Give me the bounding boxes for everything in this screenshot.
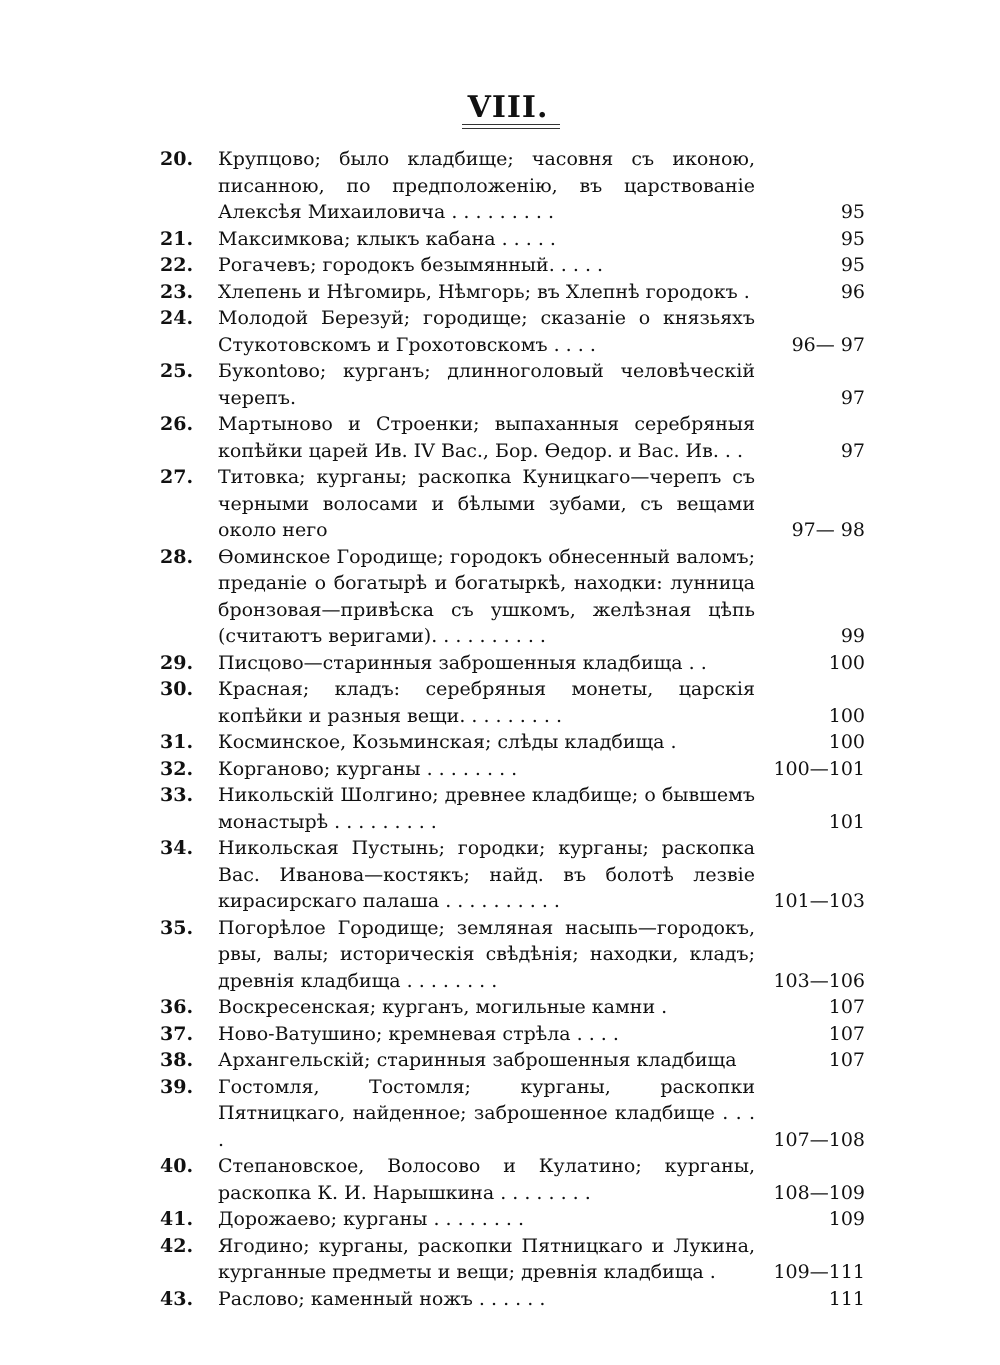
toc-entry <box>160 729 865 756</box>
entry-text: Ново-Ватушино; кремневая стрѣла . . . . <box>218 1022 619 1045</box>
entry-pages: 111 <box>828 1287 865 1310</box>
entry-pages: 107—108 <box>773 1128 865 1151</box>
entry-text: Титовка; курганы; раскопка Куницкаго—черепъ съ черными волосами и бѣлыми зубами, съ вещами около него <box>218 466 755 541</box>
ornament-divider <box>462 124 560 129</box>
toc-entry <box>160 915 865 995</box>
toc-entry <box>160 411 865 464</box>
entry-pages: 95 <box>840 227 865 250</box>
toc-entry <box>160 358 865 411</box>
toc-entry <box>160 1047 865 1074</box>
entry-pages: 109—111 <box>773 1261 865 1283</box>
entry-text: Крупцово; было кладбище; часовня съ иконою, писанною, по предположенію, въ царствованіе Алексѣя Михаиловича . . . . . . . . . <box>218 148 755 223</box>
entry-text: Хлепень и Нѣгомирь, Нѣмгорь; въ Хлепнѣ городокъ . <box>218 280 750 303</box>
toc-entry <box>160 782 865 835</box>
entry-number: 21. <box>160 227 194 250</box>
entry-pages: 100 <box>828 704 865 727</box>
entry-pages: 95 <box>840 201 865 223</box>
entry-number: 41. <box>160 1208 194 1230</box>
entry-text: Дорожаево; курганы . . . . . . . . <box>218 1208 525 1230</box>
entry-text: Красная; кладъ: серебряныя монеты, царскія копѣйки и разныя вещи. . . . . . . . . <box>218 678 755 727</box>
entry-pages: 97— 98 <box>791 519 865 541</box>
entry-number: 43. <box>160 1287 194 1310</box>
entry-text: Раслово; каменный ножъ . . . . . . <box>218 1287 546 1310</box>
entry-number: 37. <box>160 1022 194 1045</box>
entry-text: Ягодино; курганы, раскопки Пятницкаго и Лукина, курганные предметы и вещи; древнія кладбища . <box>218 1234 755 1283</box>
entry-pages: 97 <box>840 439 865 462</box>
entry-text: Никольскій Шолгино; древнее кладбище; о бывшемъ монастырѣ . . . . . . . . . <box>218 784 755 833</box>
entry-number: 39. <box>160 1075 194 1098</box>
toc-entry <box>160 994 865 1021</box>
entry-text: Молодой Березуй; городище; сказаніе о князьяхъ Стукотовскомъ и Грохотовскомъ . . . . <box>218 307 755 356</box>
entry-pages: 96— 97 <box>791 333 865 356</box>
entry-pages: 109 <box>828 1208 865 1230</box>
entry-pages: 101 <box>828 810 865 833</box>
entry-number: 40. <box>160 1155 194 1177</box>
entry-text: Погорѣлое Городище; земляная насыпь—городокъ, рвы, валы; историческія свѣдѣнія; находки, кладъ; древнія кладбища . . . . . . . . <box>218 916 755 992</box>
entry-pages: 107 <box>828 1049 865 1071</box>
toc-entry <box>160 676 865 729</box>
entry-number: 27. <box>160 466 194 488</box>
entry-number: 26. <box>160 413 194 435</box>
entry-text: Мартыново и Строенки; выпаханныя серебряныя копѣйки царей Ив. IV Вас., Бор. Ѳедор. и Вас. Ив. . . <box>218 413 755 462</box>
entry-number: 35. <box>160 916 194 939</box>
entry-number: 22. <box>160 254 194 276</box>
entry-pages: 100—101 <box>773 757 865 780</box>
entry-text: Архангельскій; старинныя заброшенныя кладбища <box>218 1049 737 1071</box>
toc-entry <box>160 756 865 783</box>
entry-text: Никольская Пустынь; городки; курганы; раскопка Вас. Иванова—костякъ; найд. въ болотѣ лезвіе кирасирскаго палаша . . . . . . . . . . <box>218 837 755 912</box>
entry-number: 38. <box>160 1049 194 1071</box>
entry-text: Максимкова; клыкъ кабана . . . . . <box>218 227 556 250</box>
toc-entry <box>160 226 865 253</box>
entry-pages: 101—103 <box>773 890 865 912</box>
entry-number: 34. <box>160 837 194 859</box>
entry-pages: 108—109 <box>773 1181 865 1204</box>
toc-entry <box>160 1286 865 1313</box>
page-number: VIII. <box>467 90 549 125</box>
entry-text: Гостомля, Тостомля; курганы, раскопки Пятницкаго, найденное; заброшенное кладбище . . . . <box>218 1075 755 1151</box>
toc-entry <box>160 305 865 358</box>
entry-number: 31. <box>160 731 194 753</box>
entry-pages: 103—106 <box>773 969 865 992</box>
entry-pages: 100 <box>828 731 865 753</box>
entry-number: 33. <box>160 784 194 806</box>
toc-entry <box>160 835 865 915</box>
toc-entry <box>160 544 865 650</box>
entry-text: Косминское, Козьминская; слѣды кладбища . <box>218 731 677 753</box>
entry-number: 23. <box>160 280 194 303</box>
toc-entry <box>160 252 865 279</box>
toc-entry <box>160 1153 865 1206</box>
entry-text: Корганово; курганы . . . . . . . . <box>218 757 518 780</box>
entry-number: 29. <box>160 651 194 674</box>
entry-number: 36. <box>160 996 194 1018</box>
toc-entry <box>160 464 865 544</box>
entry-number: 25. <box>160 360 194 382</box>
entry-number: 32. <box>160 757 194 780</box>
entry-pages: 107 <box>828 1022 865 1045</box>
entry-text: Букontово; курганъ; длинноголовый человѣческій черепъ. <box>218 360 755 409</box>
entry-pages: 99 <box>840 625 865 647</box>
entry-text: Писцово—старинныя заброшенныя кладбища . . <box>218 651 707 674</box>
toc-entry <box>160 1074 865 1154</box>
table-of-contents <box>160 146 865 1312</box>
toc-entry <box>160 1206 865 1233</box>
entry-pages: 97 <box>840 386 865 409</box>
entry-pages: 95 <box>840 254 865 276</box>
toc-entry <box>160 650 865 677</box>
entry-number: 30. <box>160 678 194 700</box>
entry-pages: 107 <box>828 996 865 1018</box>
entry-number: 20. <box>160 148 194 170</box>
entry-number: 24. <box>160 307 194 329</box>
toc-entry <box>160 146 865 226</box>
entry-number: 42. <box>160 1234 194 1257</box>
toc-entry <box>160 1233 865 1286</box>
toc-entry <box>160 279 865 306</box>
entry-text: Воскресенская; курганъ, могильные камни . <box>218 996 668 1018</box>
toc-entry <box>160 1021 865 1048</box>
entry-pages: 100 <box>828 651 865 674</box>
entry-number: 28. <box>160 545 194 568</box>
entry-pages: 96 <box>840 280 865 303</box>
entry-text: Степановское, Волосово и Кулатино; курганы, раскопка К. И. Нарышкина . . . . . . . . <box>218 1155 755 1204</box>
entry-text: Ѳоминское Городище; городокъ обнесенный валомъ; преданіе о богатырѣ и богатыркѣ, находки: лунница бронзовая—привѣска съ ушкомъ, желѣзная цѣпь (считаютъ веригами). . . . . . . . . . <box>218 545 755 647</box>
entry-text: Рогачевъ; городокъ безымянный. . . . . <box>218 254 604 276</box>
